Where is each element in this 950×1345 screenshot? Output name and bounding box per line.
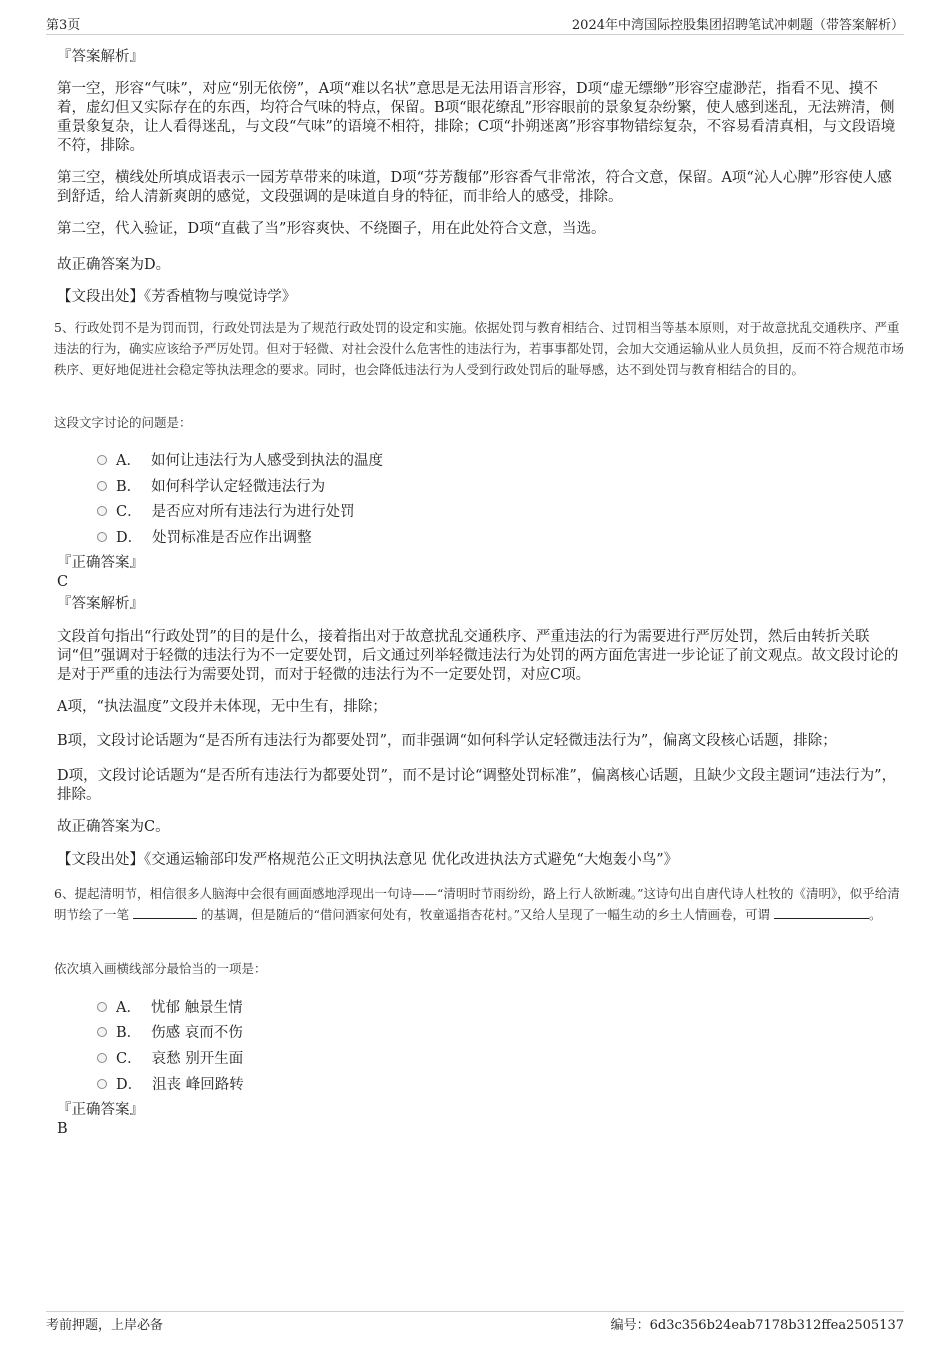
page-number: 第3页 [46,18,81,33]
q6-stem: 6、提起清明节，相信很多人脑海中会很有画面感地浮现出一句诗——“清明时节雨纷纷，路上行人欲断魂。”这诗句出自唐代诗人杜牧的《清明》，似乎给清明节绘了一笔 的基调，但是随后的“借问酒家何处有，牧童遥指杏花村。”又给人呈现了一幅生动的乡土人情画卷，可谓 。 [54,886,900,922]
page-header [46,14,904,35]
q4-analysis-para-2: 第三空，横线处所填成语表示一园芳草带来的味道，D项“芬芳馥郁”形容香气非常浓，符合文意，保留。A项“沁人心脾”形容使人感到舒适，给人清新爽朗的感觉，文段强调的是味道自身的特征，而非给人的感受，排除。 [57,170,892,205]
radio-button-icon[interactable] [97,506,107,516]
radio-button-icon[interactable] [97,1053,107,1063]
q6-prompt: 依次填入画横线部分最恰当的一项是： [54,961,267,976]
answer-blank-2 [774,906,869,919]
q6-option-a[interactable]: A． 忧郁 触景生情 [97,996,243,1017]
q5-option-a[interactable]: A． 如何让违法行为人感受到执法的温度 [97,449,383,470]
q5-answer-heading: 『正确答案』 [57,555,144,571]
q6-option-d[interactable]: D． 沮丧 峰回路转 [97,1073,244,1094]
radio-button-icon[interactable] [97,532,107,542]
q5-analysis-para-4: D项，文段讨论话题为“是否所有违法行为都要处罚”，而不是讨论“调整处罚标准”，偏离核心话题，且缺少文段主题词“违法行为”，排除。 [57,768,897,803]
q5-option-c[interactable]: C． 是否应对所有违法行为进行处罚 [97,500,355,521]
q5-conclusion: 故正确答案为C。 [57,819,170,835]
q6-answer: B [57,1121,68,1137]
radio-button-icon[interactable] [97,1079,107,1089]
radio-button-icon[interactable] [97,1027,107,1037]
q6-answer-heading: 『正确答案』 [57,1102,144,1118]
q5-analysis-para-1: 文段首句指出“行政处罚”的目的是什么，接着指出对于故意扰乱交通秩序、严重违法的行为需要进行严厉处罚，然后由转折关联词“但”强调对于轻微的违法行为不一定要处罚，后文通过列举轻微违法行为处罚的两方面危害进一步论证了前文观点。故文段讨论的是对于严重的违法行为需要处罚，而对于轻微的违法行为不一定要处罚，对应C项。 [57,629,899,683]
q5-prompt: 这段文字讨论的问题是： [54,415,192,430]
radio-button-icon[interactable] [97,481,107,491]
q6-option-c[interactable]: C． 哀愁 别开生面 [97,1047,243,1068]
q5-analysis-para-3: B项，文段讨论话题为“是否所有违法行为都要处罚”，而非强调“如何科学认定轻微违法行为”，偏离文段核心话题，排除； [57,733,837,749]
q5-analysis-heading: 『答案解析』 [57,596,144,612]
q4-source: 【文段出处】《芳香植物与嗅觉诗学》 [57,289,297,305]
radio-button-icon[interactable] [97,1002,107,1012]
page-footer [46,1311,904,1333]
q5-source: 【文段出处】《交通运输部印发严格规范公正文明执法意见 优化改进执法方式避免“大炮轰小鸟”》 [57,852,679,868]
q4-analysis-para-3: 第二空，代入验证，D项“直截了当”形容爽快、不绕圈子，用在此处符合文意，当选。 [57,221,606,237]
q5-option-d[interactable]: D． 处罚标准是否应作出调整 [97,526,312,547]
footer-slogan: 考前押题，上岸必备 [46,1318,164,1333]
q6-option-b[interactable]: B． 伤感 哀而不伤 [97,1021,243,1042]
document-id: 编号：6d3c356b24eab7178b312ffea2505137 [610,1318,904,1333]
q4-analysis-para-1: 第一空，形容“气味”，对应“别无依傍”，A项“难以名状”意思是无法用语言形容，D项“虚无缥缈”形容空虚渺茫，指看不见、摸不着，虚幻但又实际存在的东西，均符合气味的特点，保留。B项“眼花缭乱”形容眼前的景象复杂纷繁，使人感到迷乱，无法辨清，侧重景象复杂，让人看得迷乱，与文段“气味”的语境不相符，排除；C项“扑朔迷离”形容事物错综复杂，不容易看清真相，与文段语境不符，排除。 [57,81,896,154]
q4-analysis-heading: 『答案解析』 [57,49,144,65]
q5-option-b[interactable]: B． 如何科学认定轻微违法行为 [97,475,325,496]
document-title: 2024年中湾国际控股集团招聘笔试冲刺题（带答案解析） [571,18,904,33]
q5-stem: 5、行政处罚不是为罚而罚，行政处罚法是为了规范行政处罚的设定和实施。依据处罚与教育相结合、过罚相当等基本原则，对于故意扰乱交通秩序、严重违法的行为，确实应该给予严厉处罚。但对于轻微、对社会没什么危害性的违法行为，若事事都处罚，会加大交通运输从业人员负担，反而不符合规范市场秩序、更好地促进社会稳定等执法理念的要求。同时，也会降低违法行为人受到行政处罚后的耻辱感，达不到处罚与教育相结合的目的。 [54,320,905,377]
q5-analysis-para-2: A项，“执法温度”文段并未体现，无中生有，排除； [57,699,387,715]
q4-conclusion: 故正确答案为D。 [57,257,171,273]
q5-answer: C [57,574,69,590]
radio-button-icon[interactable] [97,455,107,465]
answer-blank-1 [133,906,197,919]
